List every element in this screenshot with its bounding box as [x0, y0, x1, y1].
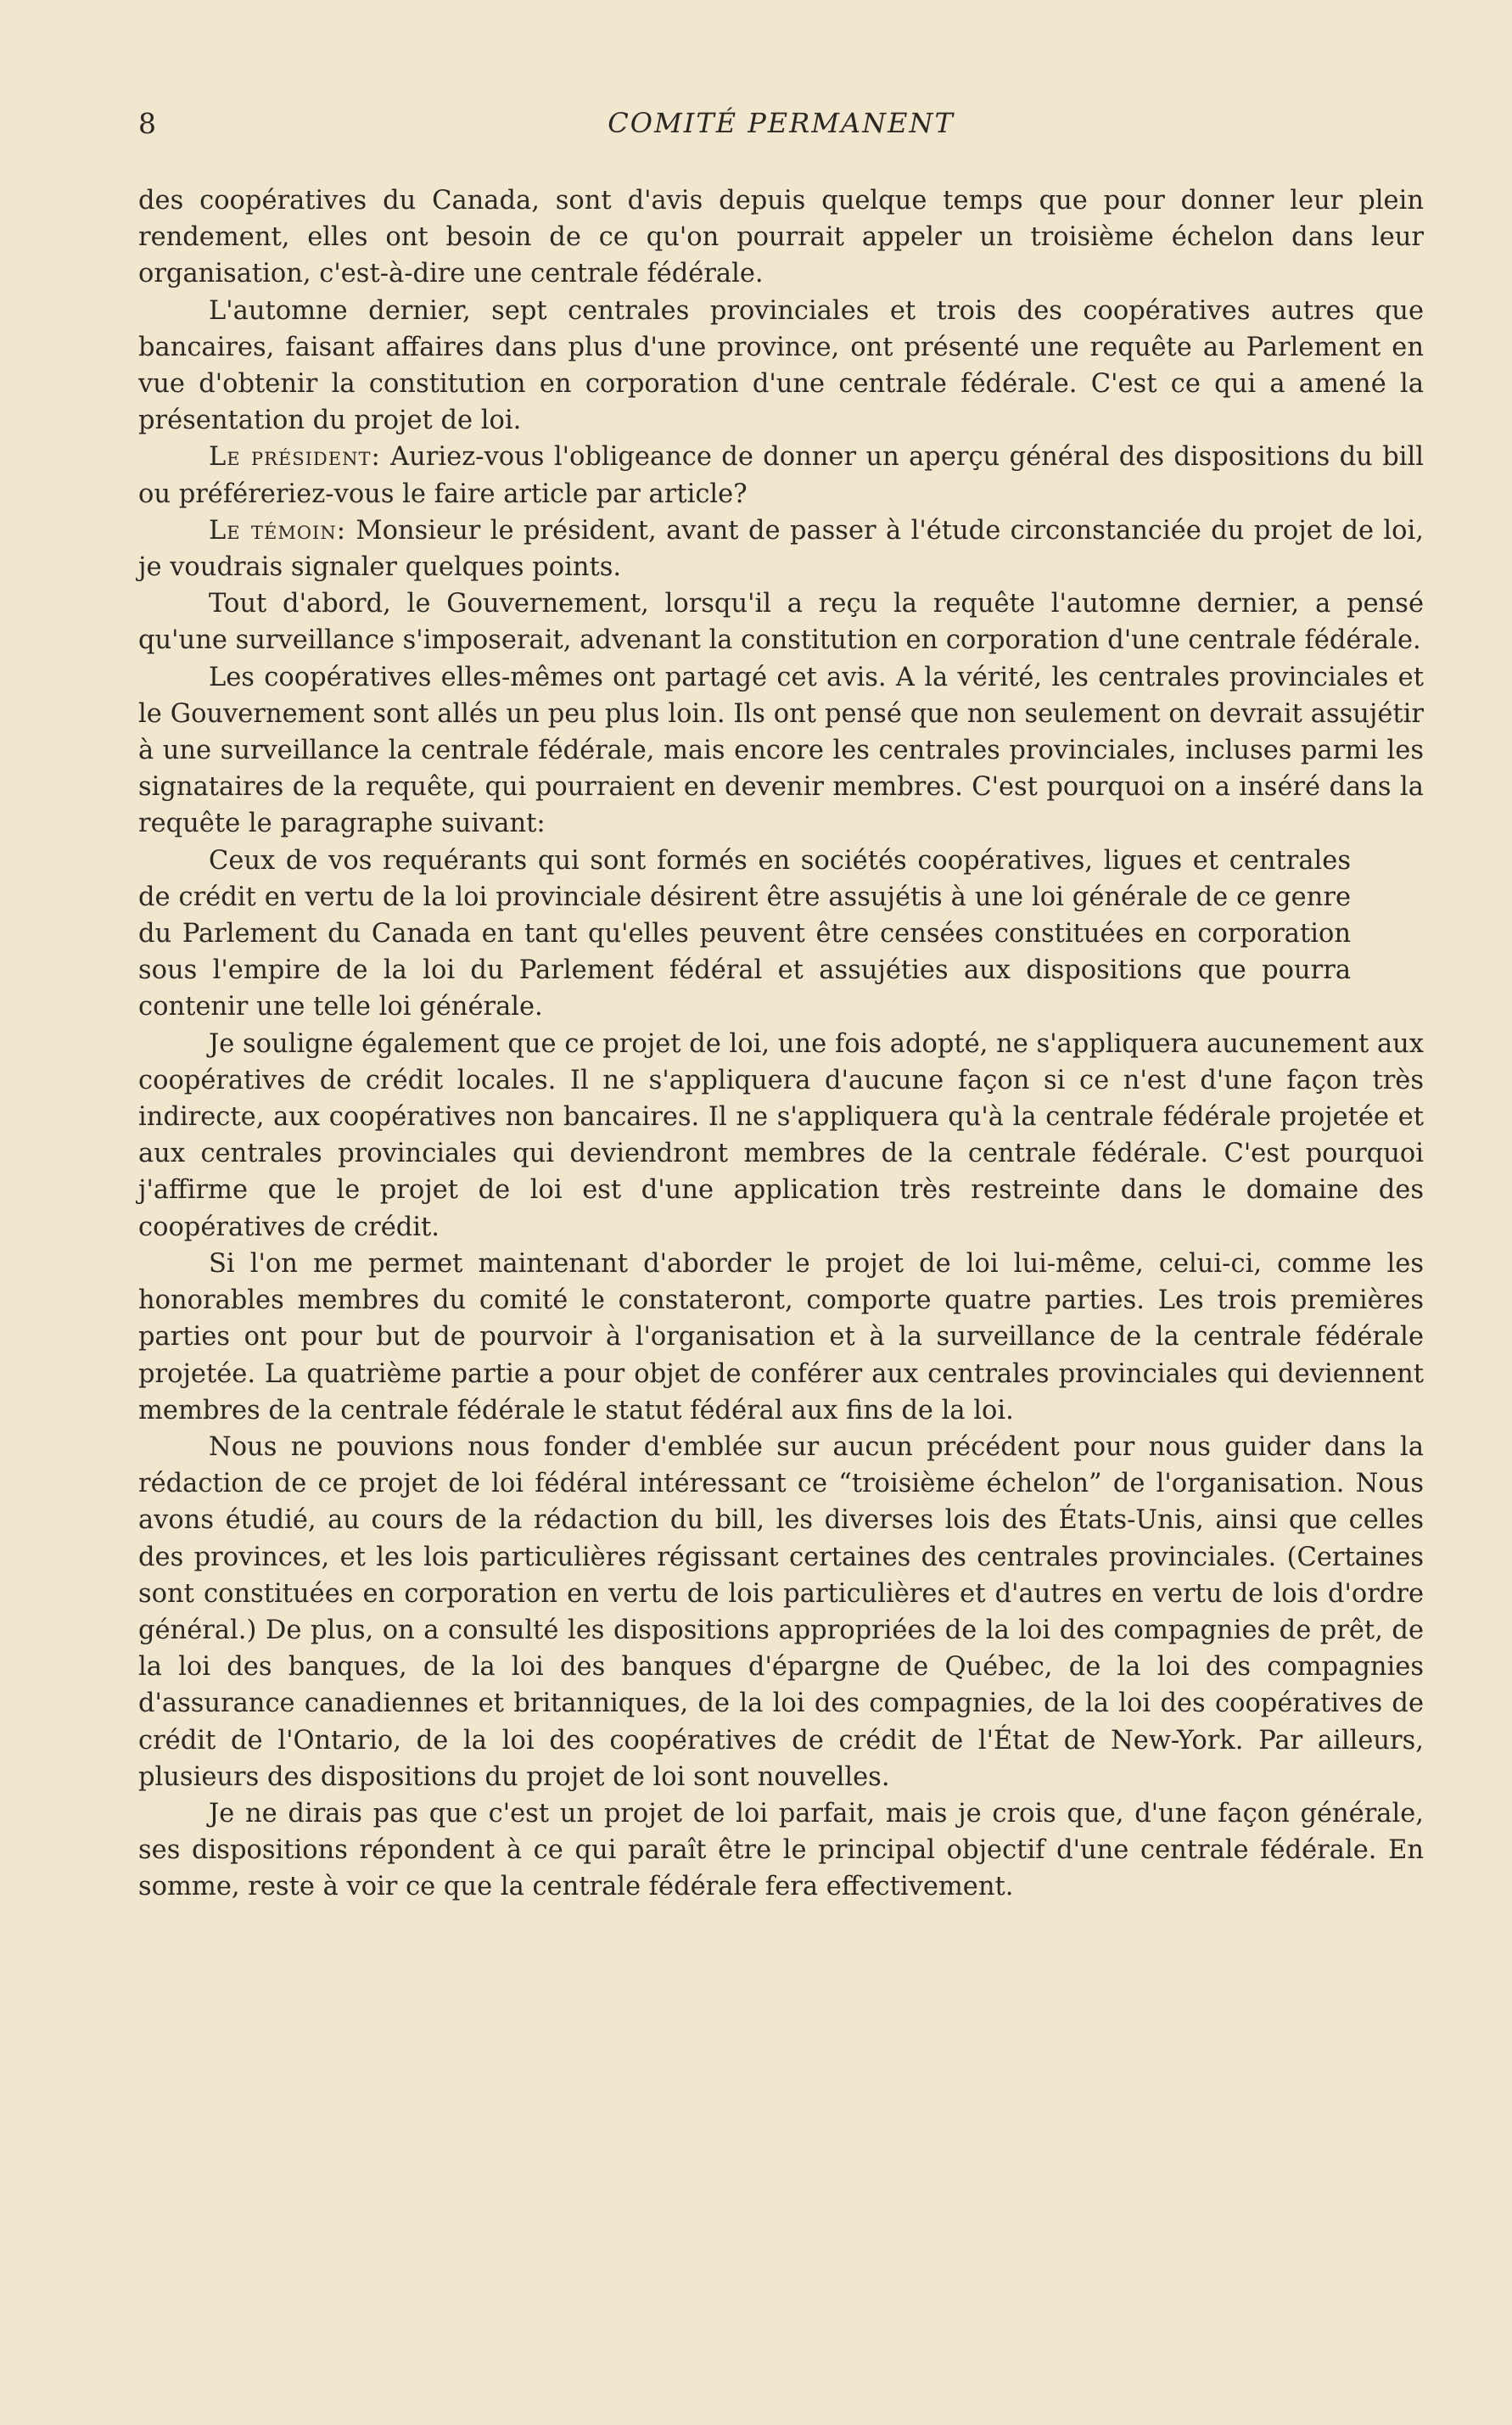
page-header — [138, 107, 1424, 149]
paragraph-1: des coopératives du Canada, sont d'avis depuis quelque temps que pour donner leur plein rendement, elles ont besoin de ce qu'on pourrait appeler un troisième échelon dans leur organisation, c'est-à-dire une centrale fédérale. — [138, 186, 1424, 289]
running-title: COMITÉ PERMANENT — [608, 107, 955, 139]
paragraph-4 — [138, 512, 1424, 585]
speaker-label: Le président: — [209, 442, 381, 473]
paragraph-5: Tout d'abord, le Gouvernement, lorsqu'il a reçu la requête l'automne dernier, a pensé qu'une surveillance s'imposerait, advenant la constitution en corporation d'une centrale fédérale. — [138, 589, 1424, 656]
paragraph-3 — [138, 439, 1424, 512]
paragraph-8: Je souligne également que ce projet de loi, une fois adopté, ne s'appliquera aucunement aux coopératives de crédit locales. Il ne s'appliquera d'aucune façon si ce n'est d'une façon très indirecte, aux coopératives non bancaires. Il ne s'appliquera qu'à la centrale fédérale projetée et aux centrales provinciales qui deviendront membres de la centrale fédérale. C'est pourquoi j'affirme que le projet de loi est d'une application très restreinte dans le domaine des coopératives de crédit. — [138, 1028, 1424, 1242]
block-quote: Ceux de vos requérants qui sont formés en sociétés coopératives, ligues et centrales de crédit en vertu de la loi provinciale désirent être assujétis à une loi générale de ce genre du Parlement du Canada en tant qu'elles peuvent être censées constituées en corporation sous l'empire de la loi du Parlement fédéral et assujéties aux dispositions que pourra contenir une telle loi générale. — [138, 845, 1351, 1022]
paragraph-2: L'automne dernier, sept centrales provinciales et trois des coopératives autres que bancaires, faisant affaires dans plus d'une province, ont présenté une requête au Parlement en vue d'obtenir la constitution en corporation d'une centrale fédérale. C'est ce qui a amené la présentation du projet de loi. — [138, 295, 1424, 436]
paragraph-9: Si l'on me permet maintenant d'aborder le projet de loi lui-même, celui-ci, comme les honorables membres du comité le constateront, comporte quatre parties. Les trois premières parties ont pour but de pourvoir à l'organisation et à la surveillance de la centrale fédérale projetée. La quatrième partie a pour objet de conférer aux centrales provinciales qui deviennent membres de la centrale fédérale le statut fédéral aux fins de la loi. — [138, 1248, 1424, 1425]
page-number: 8 — [138, 107, 156, 140]
speaker-text: Auriez-vous l'obligeance de donner un aperçu général des dispositions du bill ou préféreriez-vous le faire article par article? — [138, 442, 1424, 509]
speaker-label: Le témoin: — [209, 515, 346, 546]
paragraph-11: Je ne dirais pas que c'est un projet de loi parfait, mais je crois que, d'une façon générale, ses dispositions répondent à ce qui paraît être le principal objectif d'une centrale fédérale. En somme, reste à voir ce que la centrale fédérale fera effectivement. — [138, 1798, 1424, 1902]
body-text — [138, 182, 1424, 1906]
speaker-text: Monsieur le président, avant de passer à l'étude circonstanciée du projet de loi, je voudrais signaler quelques points. — [138, 515, 1424, 583]
paragraph-10: Nous ne pouvions nous fonder d'emblée sur aucun précédent pour nous guider dans la rédaction de ce projet de loi fédéral intéressant ce “troisième échelon” de l'organisation. Nous avons étudié, au cours de la rédaction du bill, les diverses lois des États-Unis, ainsi que celles des provinces, et les lois particulières régissant certaines des centrales provinciales. (Certaines sont constituées en corporation en vertu de lois particulières et d'autres en vertu de lois d'ordre général.) De plus, on a consulté les dispositions appropriées de la loi des compagnies de prêt, de la loi des banques, de la loi des banques d'épargne de Québec, de la loi des compagnies d'assurance canadiennes et britanniques, de la loi des compagnies, de la loi des coopératives de crédit de l'Ontario, de la loi des coopératives de crédit de l'État de New-York. Par ailleurs, plusieurs des dispositions du projet de loi sont nouvelles. — [138, 1431, 1424, 1792]
paragraph-6: Les coopératives elles-mêmes ont partagé cet avis. A la vérité, les centrales provinciales et le Gouvernement sont allés un peu plus loin. Ils ont pensé que non seulement on devrait assujétir à une surveillance la centrale fédérale, mais encore les centrales provinciales, incluses parmi les signataires de la requête, qui pourraient en devenir membres. C'est pourquoi on a inséré dans la requête le paragraphe suivant: — [138, 662, 1424, 839]
